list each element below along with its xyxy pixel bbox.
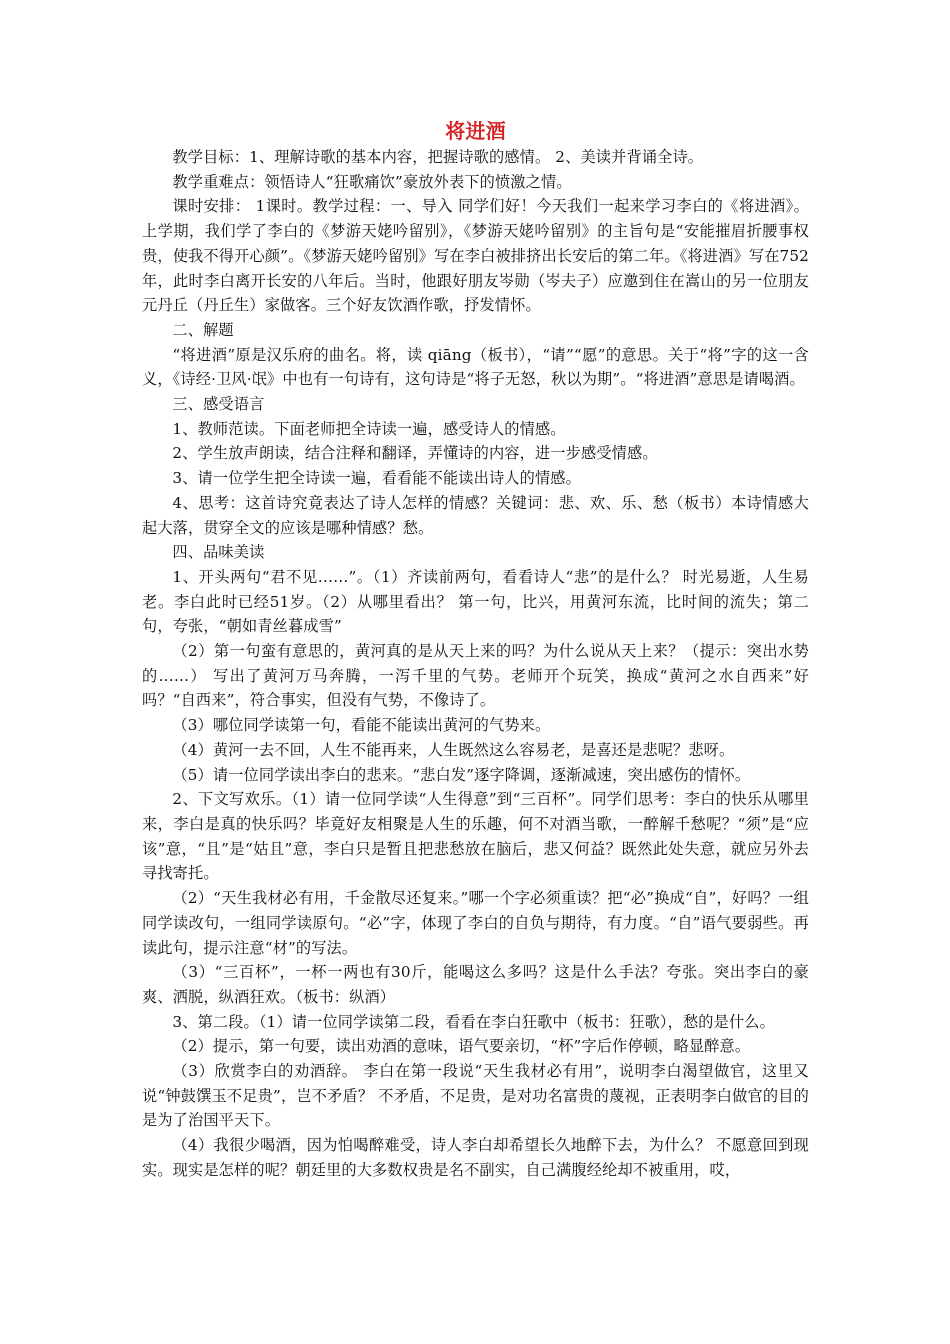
paragraph-drunk: （4）我很少喝酒，因为怕喝醉难受，诗人李白却希望长久地醉下去，为什么？ 不愿意回到现实。现实是怎样的呢？朝廷里的大多数权贵是名不副实，自己满腹经纶却不被重用，哎， (142, 1136, 809, 1179)
heading-explain-title: 二、解题 (172, 320, 234, 339)
paragraph-read-momentum: （3）哪位同学读第一句，看能不能读出黄河的气势来。 (172, 716, 551, 735)
paragraph-toast: （3）欣赏李白的劝酒辞。 李白在第一段说“天生我材必有用”，说明李白渴望做官，这里又说“钟鼓馔玉不足贵”，岂不矛盾？ 不矛盾，不足贵，是对功名富贵的蔑视，正表明李白做官的目的是为了治国平天下。 (142, 1062, 809, 1130)
paragraph-read-sorrow: （5）请一位同学读出李白的悲来。“悲白发”逐字降调，逐渐减速，突出感伤的情怀。 (172, 765, 751, 784)
paragraph-step-3: 3、请一位学生把全诗读一遍，看看能不能读出诗人的情感。 (172, 469, 581, 488)
paragraph-second-section: 3、第二段。（1）请一位同学读第二段，看看在李白狂歌中（板书：狂歌），愁的是什么。 (172, 1012, 775, 1031)
heading-appreciate-reading: 四、品味美读 (172, 543, 265, 562)
document-title: 将进酒 (445, 119, 506, 143)
document-page (142, 118, 809, 1183)
heading-feel-language: 三、感受语言 (172, 395, 265, 414)
paragraph-key-points: 教学重难点：领悟诗人“狂歌痛饮”豪放外表下的愤激之情。 (172, 172, 572, 191)
paragraph-objectives: 教学目标：1、理解诗歌的基本内容，把握诗歌的感情。 2、美读并背诵全诗。 (172, 148, 704, 166)
paragraph-talent: （2）“天生我材必有用，千金散尽还复来。”哪一个字必须重读？把“必”换成“自”，好吗？一组同学读改句，一组同学读原句。“必”字，体现了李白的自负与期待，有力度。“自”语气要弱些。再读此句，提示注意“材”的写法。 (142, 889, 809, 957)
paragraph-explain-title: “将进酒”原是汉乐府的曲名。将，读 qiāng（板书），“请”“愿”的意思。关于“将”字的这一含义，《诗经·卫风·氓》中也有一句诗有，这句诗是“将子无怒，秋以为期”。“将进酒”意思是请喝酒。 (142, 345, 809, 389)
paragraph-hint: （2）提示，第一句要，读出劝酒的意味，语气要亲切，“杯”字后作停顿，略显醉意。 (172, 1037, 751, 1056)
paragraph-opening-lines: 1、开头两句“君不见……”。（1）齐读前两句，看看诗人“悲”的是什么？ 时光易逝，人生易老。李白此时已经51岁。（2）从哪里看出？ 第一句，比兴，用黄河东流，比时间的流失；第二句，夸张，“朝如青丝暮成雪” (142, 567, 809, 636)
paragraph-step-1: 1、教师范读。下面老师把全诗读一遍，感受诗人的情感。 (172, 419, 566, 438)
paragraph-step-2: 2、学生放声朗读，结合注释和翻译，弄懂诗的内容，进一步感受情感。 (172, 444, 658, 463)
paragraph-schedule-intro: 课时安排： 1课时。教学过程：一、导入 同学们好！今天我们一起来学习李白的《将进酒》。上学期，我们学了李白的《梦游天姥吟留别》，《梦游天姥吟留别》的主旨句是“安能摧眉折腰事权贵，使我不得开心颜”。《梦游天姥吟留别》写在李白被排挤出长安后的第二年。《将进酒》写在752年，此时李白离开长安的八年后。当时，他跟好朋友岑勋（岑夫子）应邀到住在嵩山的另一位朋友元丹丘（丹丘生）家做客。三个好友饮酒作歌，抒发情怀。 (142, 197, 809, 315)
paragraph-yellow-river: （2）第一句蛮有意思的，黄河真的是从天上来的吗？为什么说从天上来？（提示：突出水势的……） 写出了黄河万马奔腾，一泻千里的气势。老师开个玩笑，换成“黄河之水自西来”好吗？“自西来”，符合事实，但没有气势，不像诗了。 (142, 642, 809, 710)
paragraph-three-hundred-cups: （3）“三百杯”，一杯一两也有30斤，能喝这么多吗？这是什么手法？夸张。突出李白的豪爽、洒脱，纵酒狂欢。（板书：纵酒） (142, 963, 809, 1006)
paragraph-step-4: 4、思考：这首诗究竟表达了诗人怎样的情感？关键词：悲、欢、乐、愁（板书）本诗情感大起大落，贯穿全文的应该是哪种情感？愁。 (142, 493, 809, 537)
paragraph-joy: 2、下文写欢乐。（1）请一位同学读“人生得意”到“三百杯”。同学们思考：李白的快乐从哪里来，李白是真的快乐吗？毕竟好友相聚是人生的乐趣，何不对酒当歌，一醉解千愁呢？“须”是“应该”意，“且”是“姑且”意，李白只是暂且把悲愁放在脑后，悲又何益？既然此处失意，就应另外去寻找寄托。 (142, 790, 809, 883)
paragraph-joy-or-sorrow: （4）黄河一去不回，人生不能再来，人生既然这么容易老，是喜还是悲呢？悲呀。 (172, 740, 735, 759)
